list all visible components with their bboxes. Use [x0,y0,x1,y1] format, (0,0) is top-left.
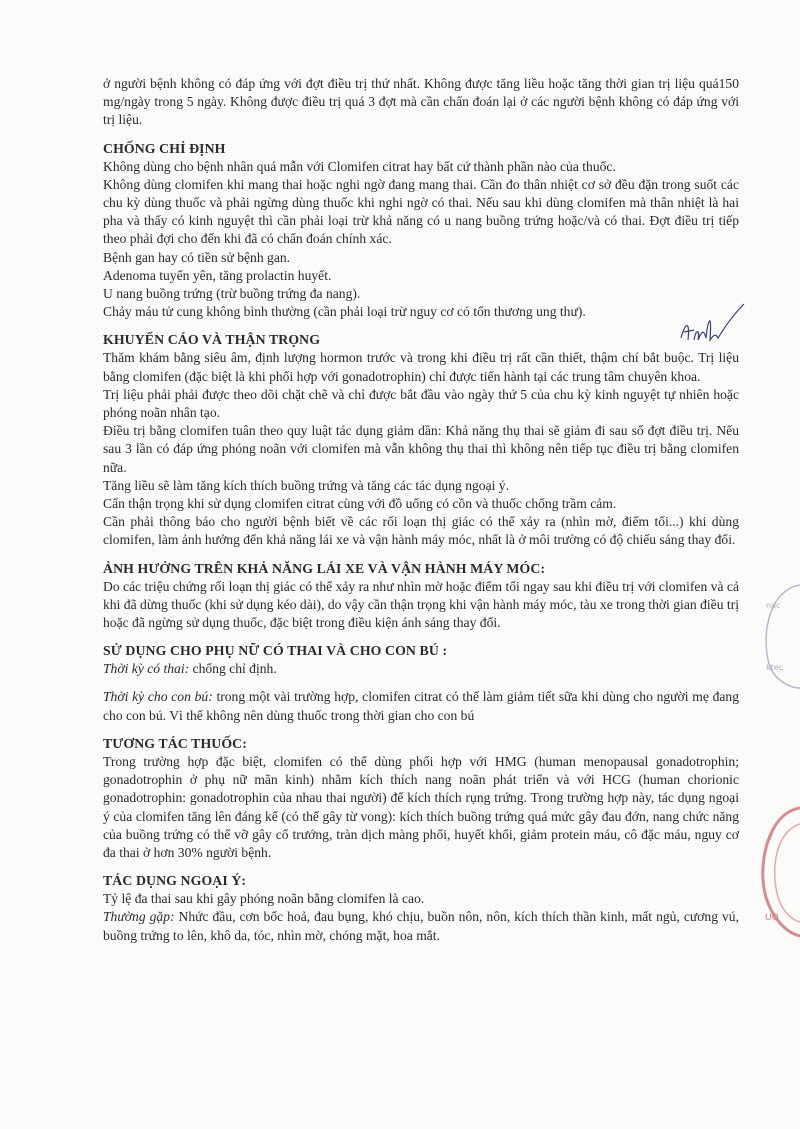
contraindication-paragraph: U nang buồng trứng (trừ buồng trứng đa nang). [103,286,361,302]
pregnancy-text: chống chỉ định. [189,661,277,677]
document-body [103,75,739,945]
interactions-heading: TƯƠNG TÁC THUỐC: [103,735,247,751]
contraindication-paragraph: Không dùng clomifen khi mang thai hoặc nghi ngờ đang mang thai. Cần đo thân nhiệt cơ sở đều đặn trong suốt các chu kỳ dùng thuốc và phải ngừng dùng thuốc khi nghi ngờ có thai. Nếu sau khi dùng clomifen mà thân nhiệt là hai pha và thấy có kinh nguyệt thì cần phải loại trừ khả năng có u nang buồng trứng hoặc/và có thai. Đợt điều trị tiếp theo phải đợi cho đến khi đã có chẩn đoán chính xác. [103,176,739,247]
pregnancy-heading: SỬ DỤNG CHO PHỤ NỮ CÓ THAI VÀ CHO CON BÚ : [103,643,448,659]
svg-text:nac: nac [766,601,781,610]
warnings-paragraph: Cẩn thận trọng khi sử dụng clomifen citrat cùng với đồ uống có cồn và thuốc chống trầm cảm. [103,496,617,512]
svg-text:ktec: ktec [766,663,784,672]
breastfeeding-text: trong một vài trường hợp, clomifen citrat có thể làm giảm tiết sữa khi dùng cho người mẹ đang cho con bú. Vì thế không nên dùng thuốc trong thời gian cho con bú [103,689,739,723]
common-side-effects-paragraph [103,908,739,944]
breastfeeding-paragraph [103,688,739,724]
driving-paragraph: Do các triệu chứng rối loạn thị giác có thể xảy ra như nhìn mờ hoặc điểm tối ngay sau khi điều trị với clomifen và cả khi đã dừng thuốc (khi sử dụng kéo dài), do vậy cần thận trọng khi vận hành máy móc, tàu xe trong thời gian điều trị hoặc đã ngừng sử dụng thuốc, đặc biệt trong điều kiện ánh sáng thay đổi. [103,578,739,631]
side-effects-paragraph: Tỷ lệ đa thai sau khi gây phóng noãn bằng clomifen là cao. [103,891,425,907]
intro-paragraph: ở người bệnh không có đáp ứng với đợt điều trị thứ nhất. Không được tăng liều hoặc tăng thời gian trị liệu quá150 mg/ngày trong 5 ngày. Không được điều trị quá 3 đợt mà cần chẩn đoán lại ở các người bệnh không có đáp ứng với trị liệu. [103,76,739,128]
contraindication-paragraph: Không dùng cho bệnh nhân quá mẫn với Clomifen citrat hay bất cứ thành phần nào của thuốc. [103,158,616,174]
warnings-paragraph: Tăng liều sẽ làm tăng kích thích buồng trứng và tăng các tác dụng ngoại ý. [103,477,510,493]
signature-mark [676,300,746,350]
warnings-heading: KHUYẾN CÁO VÀ THẬN TRỌNG [103,332,321,348]
red-stamp-mark [755,800,800,940]
contraindication-paragraph: Chảy máu tử cung không bình thường (cần phải loại trừ nguy cơ có tổn thương ung thư). [103,304,586,320]
warnings-paragraph: Cần phải thông báo cho người bệnh biết về các rối loạn thị giác có thể xảy ra (nhìn mờ, điểm tối...) khi dùng clomifen, làm ảnh hưởng đến khả năng lái xe và vận hành máy móc, nhất là ở môi trường có độ chiếu sáng thay đổi. [103,514,739,548]
contraindications-heading: CHỐNG CHỈ ĐỊNH [103,140,226,156]
contraindication-paragraph: Bệnh gan hay có tiền sử bệnh gan. [103,249,291,265]
svg-text:UO: UO [765,913,779,923]
breastfeeding-label: Thời kỳ cho con bú: [103,689,213,705]
svg-text:r: r [769,833,773,843]
contraindication-paragraph: Adenoma tuyến yên, tăng prolactin huyết. [103,267,332,283]
common-text: Nhức đầu, cơn bốc hoả, đau bụng, khó chịu, buồn nôn, nôn, kích thích thần kinh, mất ngủ, cương vú, buồng trứng to lên, khô da, tóc, nhìn mờ, chóng mặt, hoa mắt. [103,909,739,943]
interactions-paragraph: Trong trường hợp đặc biệt, clomifen có thể dùng phối hợp với HMG (human menopausal gonadotrophin; gonadotrophin ở phụ nữ mãn kinh) nhằm kích thích nang noãn phát triển và với HCG (human chorionic gonadotrophin: gonadotrophin của nhau thai người) để kích thích rụng trứng. Trong trường hợp này, tác dụng ngoại ý của clomifen tăng lên đáng kể (có thể gây từ vong): kích thích buồng trứng quá mức gây đau đớn, nang chức năng của buồng trứng có thể vỡ gây cổ trướng, tràn dịch màng phổi, huyết khối, giảm protein máu, cô đặc máu, nguy cơ đa thai ở hơn 30% người bệnh. [103,753,739,860]
driving-heading: ẢNH HƯỞNG TRÊN KHẢ NĂNG LÁI XE VÀ VẬN HÀNH MÁY MÓC: [103,560,546,576]
warnings-paragraph: Điều trị bằng clomifen tuân theo quy luật tác dụng giảm dần: Khả năng thụ thai sẽ giảm đi sau số đợt điều trị. Nếu sau 3 lần có đáp ứng phóng noãn với clomifen mà vẫn không thụ thai thì không nên tiếp tục điều trị bằng clomifen nữa. [103,423,739,475]
warnings-paragraph: Thăm khám bằng siêu âm, định lượng hormon trước và trong khi điều trị rất cần thiết, thậm chí bắt buộc. Trị liệu bằng clomifen (đặc biệt là khi phối hợp với gonadotrophin) chỉ được tiến hành tại các trung tâm chuyên khoa. [103,350,739,384]
stamp-mark [760,580,800,690]
common-label: Thường gặp: [103,909,175,925]
side-effects-heading: TÁC DỤNG NGOẠI Ý: [103,873,247,889]
pregnancy-label: Thời kỳ có thai: [103,661,190,677]
warnings-paragraph: Trị liệu phải phải được theo dõi chặt chẽ và chỉ được bắt đầu vào ngày thứ 5 của chu kỳ kinh nguyệt tự nhiên hoặc phóng noãn nhân tạo. [103,386,739,421]
pregnancy-paragraph [103,660,739,678]
